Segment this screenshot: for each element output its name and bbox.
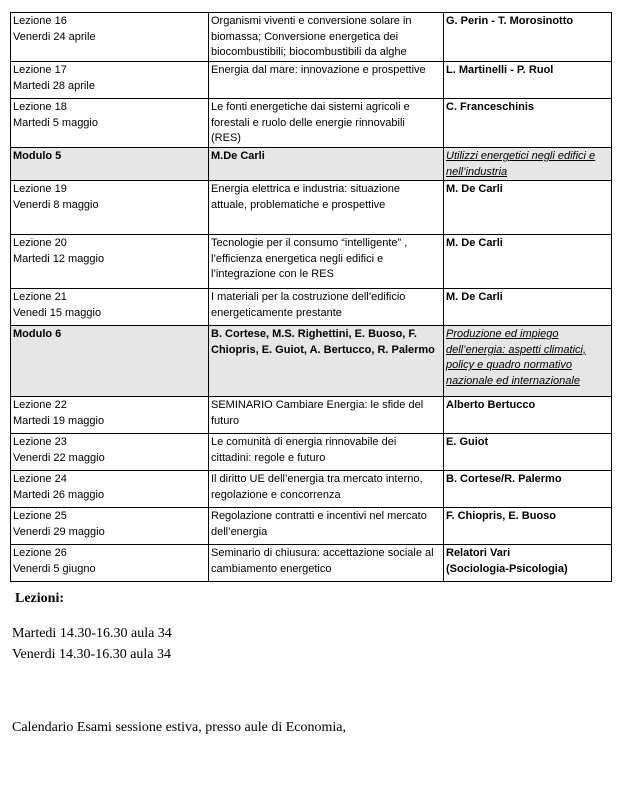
session-cell: [11, 148, 209, 181]
lesson-topic: Le fonti energetiche dai sistemi agricoli e forestali e ruolo delle energie rinnovabili (RES): [211, 101, 410, 144]
lesson-speaker-cell: [444, 397, 612, 434]
module-id: Modulo 5: [13, 150, 62, 162]
lesson-speaker: F. Chiopris, E. Buoso: [446, 510, 557, 522]
module-lecturers: M.De Carli: [211, 150, 265, 162]
session-cell: [11, 508, 209, 545]
lesson-topic-cell: [209, 508, 444, 545]
lesson-date: Venedi 15 maggio: [13, 306, 102, 319]
lesson-topic: Energia dal mare: innovazione e prospettive: [211, 64, 426, 76]
lesson-topic: Tecnologie per il consumo “intelligente” , l’efficienza energetica negli edifici e l’integrazione con le RES: [211, 237, 408, 280]
lesson-row: [11, 13, 612, 62]
lesson-speaker-cell: [444, 545, 612, 582]
lesson-date: Martedi 19 maggio: [13, 414, 105, 427]
lesson-id: Lezione 19: [13, 183, 67, 195]
session-cell: [11, 99, 209, 148]
lesson-row: [11, 545, 612, 582]
calendario-esami-line: Calendario Esami sessione estiva, presso aule di Economia,: [12, 720, 346, 735]
lesson-speaker: E. Guiot: [446, 436, 489, 448]
lesson-speaker-cell: [444, 508, 612, 545]
session-cell: [11, 62, 209, 99]
lesson-speaker: Alberto Bertucco: [446, 399, 536, 411]
lesson-id: Lezione 26: [13, 547, 67, 559]
lesson-id: Lezione 20: [13, 237, 67, 249]
lesson-topic: Seminario di chiusura: accettazione sociale al cambiamento energetico: [211, 547, 434, 575]
session-cell: [11, 13, 209, 62]
lesson-topic: SEMINARIO Cambiare Energia: le sfide del futuro: [211, 399, 424, 427]
session-cell: [11, 235, 209, 289]
lesson-id: Lezione 16: [13, 15, 67, 27]
lesson-row: [11, 508, 612, 545]
lesson-id: Lezione 24: [13, 473, 67, 485]
lesson-topic-cell: [209, 397, 444, 434]
lesson-date: Martedi 28 aprile: [13, 79, 95, 92]
session-cell: [11, 545, 209, 582]
lesson-row: [11, 181, 612, 235]
lesson-speaker: M. De Carli: [446, 183, 503, 195]
lesson-topic-cell: [209, 434, 444, 471]
lesson-topic-cell: [209, 235, 444, 289]
module-lecturers-cell: [209, 326, 444, 397]
lesson-date: Venerdi 5 giugno: [13, 562, 96, 575]
lesson-id: Lezione 25: [13, 510, 67, 522]
lesson-row: [11, 434, 612, 471]
lesson-speaker-cell: [444, 99, 612, 148]
lesson-id: Lezione 23: [13, 436, 67, 448]
lesson-date: Martedi 12 maggio: [13, 252, 105, 265]
lesson-date: Venerdi 8 maggio: [13, 198, 99, 211]
lesson-topic-cell: [209, 289, 444, 326]
lesson-date: Venerdi 24 aprile: [13, 30, 96, 43]
lesson-speaker: M. De Carli: [446, 291, 503, 303]
lesson-topic: I materiali per la costruzione dell’edificio energeticamente prestante: [211, 291, 406, 319]
lesson-row: [11, 235, 612, 289]
lesson-date: Venerdi 29 maggio: [13, 525, 105, 538]
lesson-topic: Il diritto UE dell’energia tra mercato interno, regolazione e concorrenza: [211, 473, 423, 501]
lesson-row: [11, 289, 612, 326]
session-cell: [11, 434, 209, 471]
lesson-speaker-cell: [444, 471, 612, 508]
lesson-speaker: Relatori Vari (Sociologia-Psicologia): [446, 547, 568, 575]
lesson-row: [11, 62, 612, 99]
lesson-speaker-cell: [444, 13, 612, 62]
course-schedule-table: [10, 12, 612, 582]
module-title: Utilizzi energetici negli edifici e nell’industria: [446, 150, 596, 178]
lesson-row: [11, 471, 612, 508]
lezioni-heading: Lezioni:: [15, 591, 64, 606]
lesson-date: Martedi 5 maggio: [13, 116, 98, 129]
lesson-date: Martedi 26 maggio: [13, 488, 105, 501]
lesson-row: [11, 397, 612, 434]
module-lecturers-cell: [209, 148, 444, 181]
module-row: [11, 148, 612, 181]
session-cell: [11, 326, 209, 397]
lesson-id: Lezione 17: [13, 64, 67, 76]
lesson-speaker-cell: [444, 289, 612, 326]
lezioni-martedi-line: Martedi 14.30-16.30 aula 34: [12, 626, 172, 641]
session-cell: [11, 181, 209, 235]
session-cell: [11, 397, 209, 434]
lesson-topic: Le comunità di energia rinnovabile dei cittadini: regole e futuro: [211, 436, 397, 464]
lesson-topic: Organismi viventi e conversione solare in biomassa; Conversione energetica dei biocombustibili; biocombustibili da alghe: [211, 15, 412, 58]
lesson-speaker-cell: [444, 62, 612, 99]
lesson-speaker: C. Franceschinis: [446, 101, 535, 113]
module-row: [11, 326, 612, 397]
lesson-topic-cell: [209, 181, 444, 235]
module-lecturers: B. Cortese, M.S. Righettini, E. Buoso, F. Chiopris, E. Guiot, A. Bertucco, R. Palermo: [211, 328, 435, 356]
lezioni-venerdi-line: Venerdi 14.30-16.30 aula 34: [12, 647, 172, 662]
lesson-topic-cell: [209, 99, 444, 148]
lesson-topic: Energia elettrica e industria: situazione attuale, problematiche e prospettive: [211, 183, 400, 211]
lesson-topic-cell: [209, 545, 444, 582]
lesson-speaker-cell: [444, 181, 612, 235]
module-title-cell: [444, 148, 612, 181]
lesson-speaker-cell: [444, 434, 612, 471]
lesson-speaker: B. Cortese/R. Palermo: [446, 473, 562, 485]
lesson-date: Venerdi 22 maggio: [13, 451, 105, 464]
lesson-id: Lezione 18: [13, 101, 67, 113]
lesson-topic: Regolazione contratti e incentivi nel mercato dell’energia: [211, 510, 427, 538]
module-id: Modulo 6: [13, 328, 62, 340]
lesson-topic-cell: [209, 13, 444, 62]
lesson-id: Lezione 22: [13, 399, 67, 411]
lesson-speaker: M. De Carli: [446, 237, 503, 249]
module-title: Produzione ed impiego dell’energia: aspetti climatici, policy e quadro normativo nazionale ed internazionale: [446, 328, 587, 387]
lesson-speaker: L. Martinelli - P. Ruol: [446, 64, 554, 76]
lesson-row: [11, 99, 612, 148]
lesson-speaker: G. Perin - T. Morosinotto: [446, 15, 574, 27]
lesson-speaker-cell: [444, 235, 612, 289]
lesson-id: Lezione 21: [13, 291, 67, 303]
session-cell: [11, 471, 209, 508]
lesson-topic-cell: [209, 62, 444, 99]
module-title-cell: [444, 326, 612, 397]
lesson-topic-cell: [209, 471, 444, 508]
session-cell: [11, 289, 209, 326]
